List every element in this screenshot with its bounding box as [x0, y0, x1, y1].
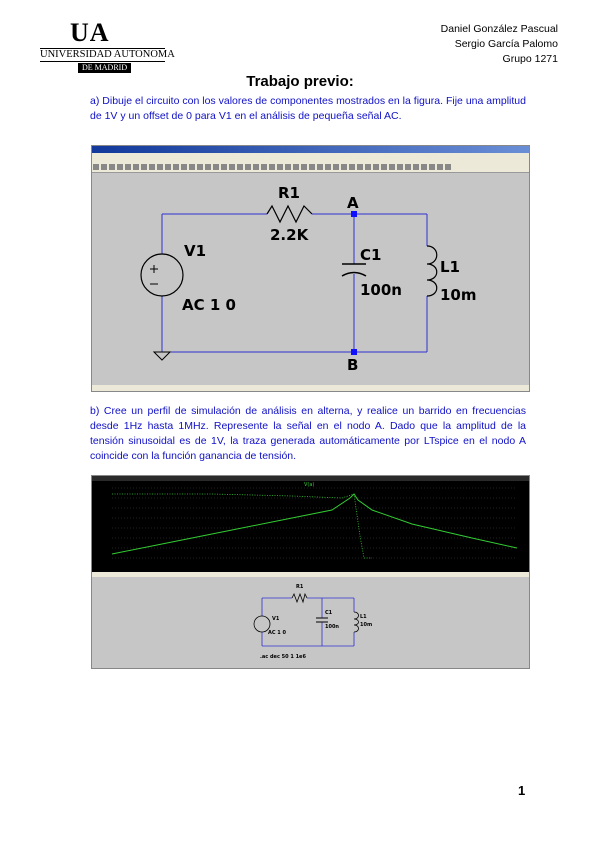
node-b-marker — [351, 349, 357, 355]
small-schematic-drawing — [92, 572, 529, 668]
c1-name: C1 — [360, 246, 382, 264]
waveform-plot-pane — [92, 476, 529, 572]
voltage-source-symbol — [141, 254, 183, 296]
author-1: Daniel González Pascual — [440, 23, 558, 35]
r1-value: 2.2K — [270, 226, 309, 244]
small-v1-value: AC 1 0 — [268, 630, 286, 636]
small-l1-name: L1 — [360, 614, 367, 620]
magnitude-trace — [112, 494, 517, 554]
ac-directive: .ac dec 50 1 1e6 — [260, 654, 306, 660]
small-v1-name: V1 — [272, 616, 280, 622]
page-title: Trabajo previo: — [246, 73, 354, 90]
ltspice-simulation-screenshot — [91, 475, 530, 669]
phase-trace — [112, 494, 372, 558]
schematic-pane — [92, 572, 529, 668]
node-b-label: B — [347, 356, 359, 374]
v1-value: AC 1 0 — [182, 296, 236, 314]
logo-university-name: UNIVERSIDAD AUTONOMA — [40, 49, 175, 60]
ground-symbol — [154, 352, 170, 360]
small-c1-name: C1 — [325, 610, 333, 616]
paragraph-b: b) Cree un perfil de simulación de análisis en alterna, y realice un barrido en frecuencias desde 1Hz hasta 1MHz. Represente la señal en el nodo A. Dado que la amplitud de la tensión sinusoidal es de 1V, la traza generada automáticamente por LTspice en el nodo A coincide con la función ganancia de tensión. — [90, 405, 526, 462]
l1-name: L1 — [440, 258, 460, 276]
page-number: 1 — [518, 783, 526, 798]
plot-area — [92, 476, 529, 572]
paragraph-a: a) Dibuje el circuito con los valores de componentes mostrados en la figura. Fije una amplitud de 1V y un offset de 0 para V1 en el análisis de pequeña señal AC. — [90, 95, 526, 122]
v1-name: V1 — [184, 242, 207, 260]
inductor-symbol — [427, 246, 437, 296]
university-logo — [40, 18, 175, 72]
group-label: Grupo 1271 — [502, 53, 558, 65]
trace-label: V(a) — [304, 482, 315, 488]
small-l1-value: 10m — [360, 622, 373, 628]
author-2: Sergio García Palomo — [454, 38, 558, 50]
small-c1-value: 100n — [325, 624, 339, 630]
node-a-label: A — [347, 194, 359, 212]
r1-name: R1 — [278, 184, 300, 202]
author-block — [441, 22, 558, 67]
logo-initials: UA — [70, 18, 110, 47]
ltspice-schematic-screenshot — [91, 145, 530, 392]
l1-value: 10m — [440, 286, 477, 304]
small-r1-name: R1 — [296, 584, 304, 590]
resistor-symbol — [267, 206, 312, 222]
logo-city: DE MADRID — [78, 63, 131, 73]
schematic-drawing — [92, 146, 529, 391]
window-statusbar — [92, 385, 529, 391]
c1-value: 100n — [360, 281, 402, 299]
